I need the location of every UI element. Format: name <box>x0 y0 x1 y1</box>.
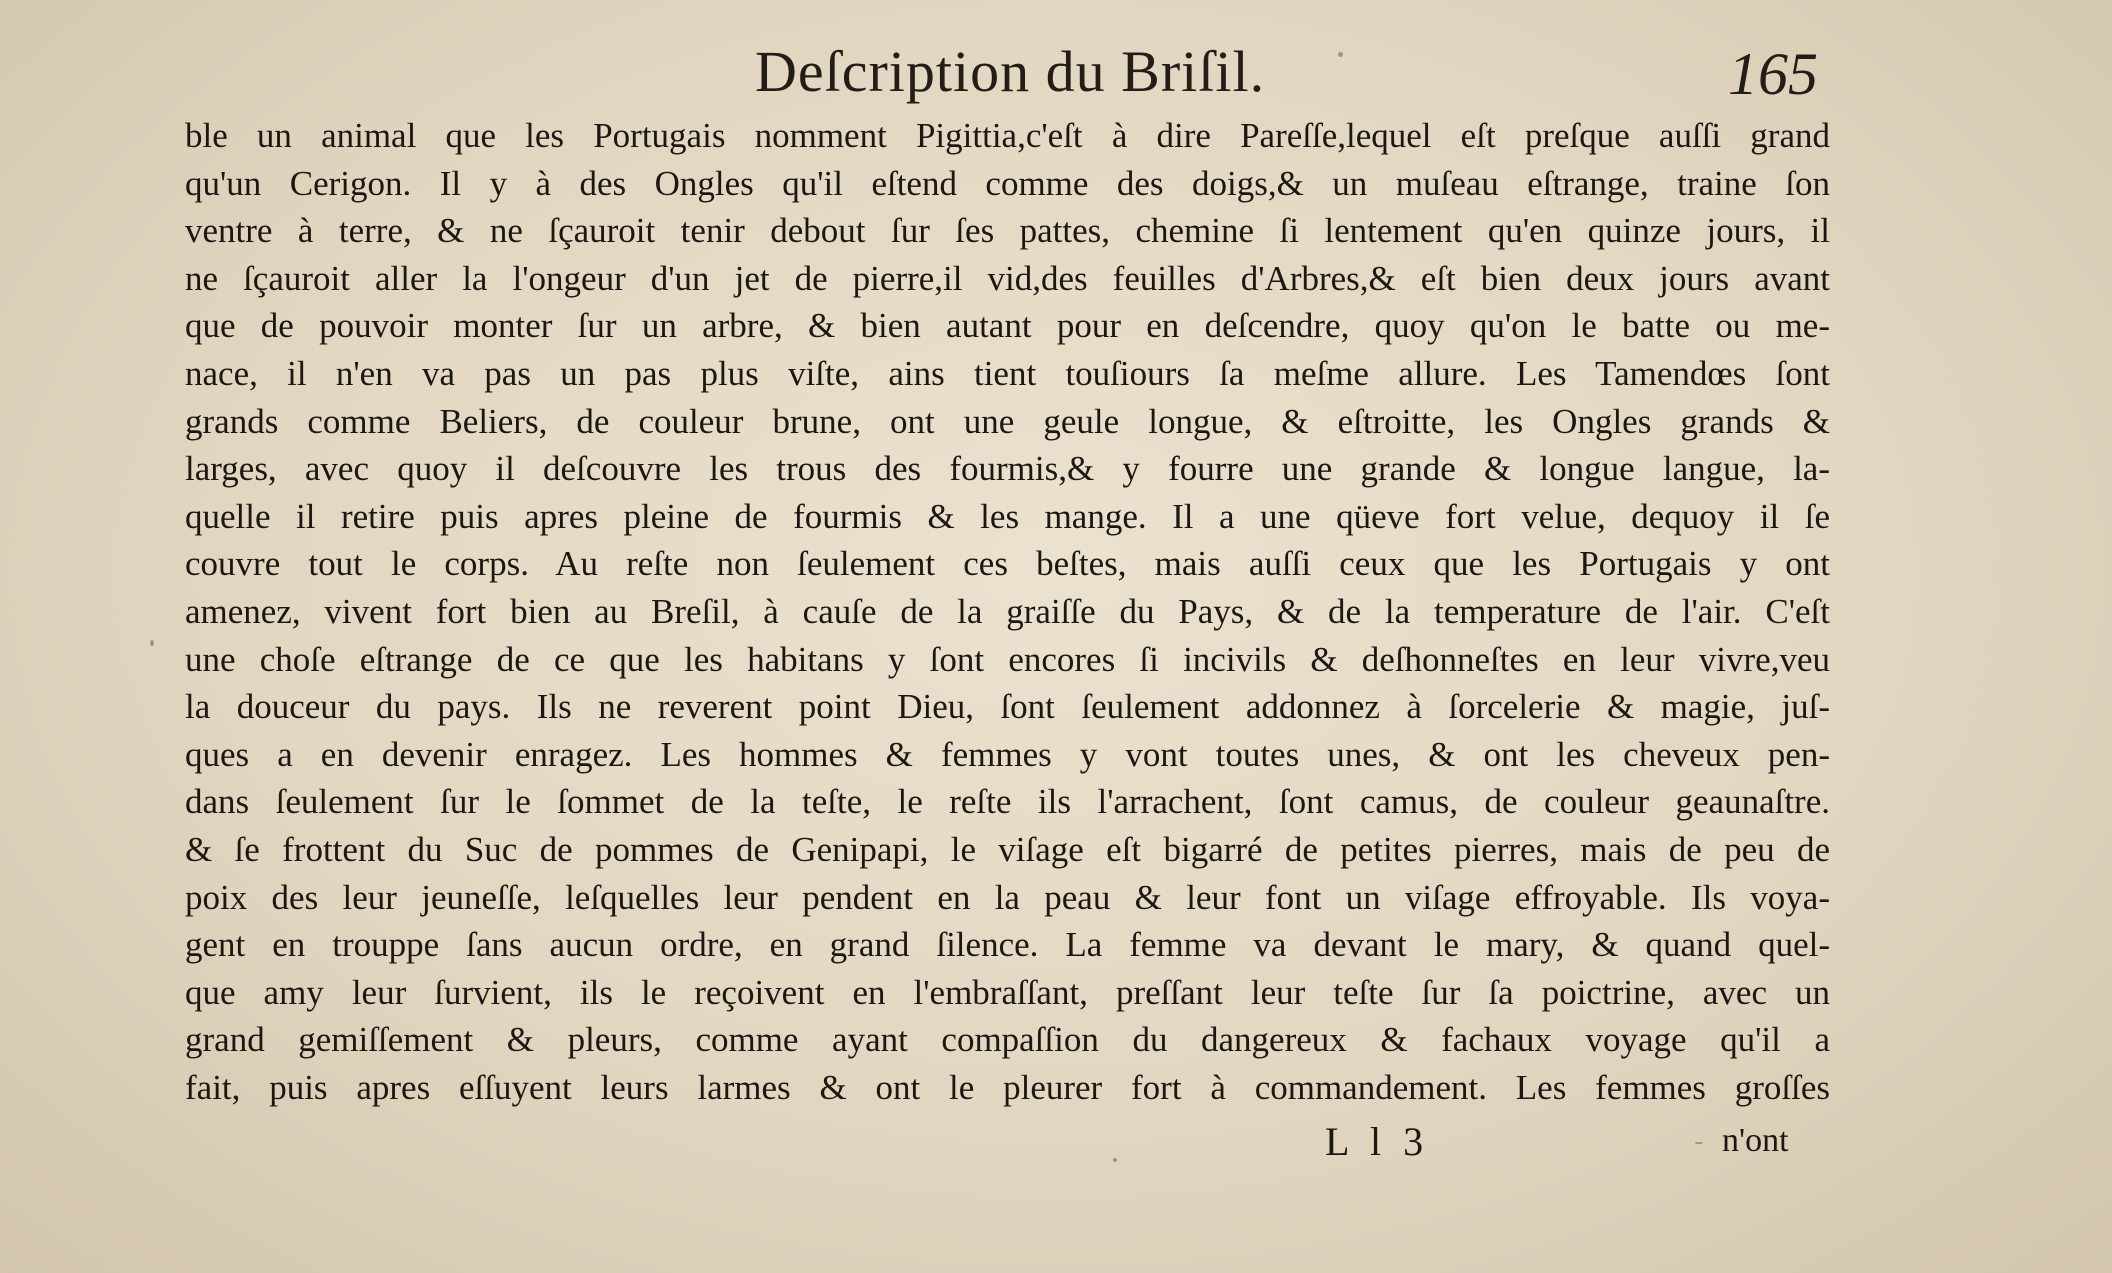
text-line: amenez, vivent fort bien au Breſil, à cauſe de la graiſſe du Pays, & de la temperature de l'air. C'eſt <box>185 591 1830 631</box>
text-line: ventre à terre, & ne ſçauroit tenir debout ſur ſes pattes, chemine ſi lentement qu'en quinze jours, il <box>185 211 1830 251</box>
signature-mark: L l 3 <box>1325 1119 1430 1164</box>
text-line: qu'un Cerigon. Il y à des Ongles qu'il eſtend comme des doigs,& un muſeau eſtrange, traine ſon <box>185 163 1830 203</box>
text-line: la douceur du pays. Ils ne reverent point Dieu, ſont ſeulement addonnez à ſorcelerie & magie, juſ- <box>185 687 1830 727</box>
text-line: ble un animal que les Portugais nomment Pigittia,c'eſt à dire Pareſſe,lequel eſt preſque auſſi grand <box>185 116 1830 155</box>
text-line: nace, il n'en va pas un pas plus viſte, ains tient touſiours ſa meſme allure. Les Tamendœs ſont <box>185 353 1830 393</box>
running-title: Deſcription du Briſil. <box>755 39 1266 104</box>
text-line: ne ſçauroit aller la l'ongeur d'un jet de pierre,il vid,des feuilles d'Arbres,& eſt bien deux jours avant <box>185 258 1830 298</box>
catchword: n'ont <box>1722 1122 1789 1159</box>
text-line: couvre tout le corps. Au reſte non ſeulement ces beſtes, mais auſſi ceux que les Portugais y ont <box>185 544 1830 584</box>
paper-speck <box>1113 1158 1117 1162</box>
text-line: grands comme Beliers, de couleur brune, ont une geule longue, & eſtroitte, les Ongles grands & <box>185 401 1830 441</box>
text-line: que amy leur ſurvient, ils le reçoivent en l'embraſſant, preſſant leur teſte ſur ſa poictrine, avec un <box>185 972 1830 1012</box>
text-line: quelle il retire puis apres pleine de fourmis & les mange. Il a une qüeve fort velue, dequoy il ſe <box>185 496 1830 536</box>
text-line: poix des leur jeuneſſe, leſquelles leur pendent en la peau & leur font un viſage effroyable. Ils voya- <box>185 877 1830 917</box>
paper-speck <box>1695 1142 1703 1144</box>
text-line: larges, avec quoy il deſcouvre les trous des fourmis,& y fourre une grande & longue langue, la- <box>185 449 1830 489</box>
text-line: dans ſeulement ſur le ſommet de la teſte, le reſte ils l'arrachent, ſont camus, de couleur geaunaſtre. <box>185 782 1830 822</box>
text-line: que de pouvoir monter ſur un arbre, & bien autant pour en deſcendre, quoy qu'on le batte ou me- <box>185 306 1830 346</box>
paper-speck <box>1338 52 1343 57</box>
text-line: gent en trouppe ſans aucun ordre, en grand ſilence. La femme va devant le mary, & quand quel- <box>185 925 1830 965</box>
text-line: fait, puis apres eſſuyent leurs larmes & ont le pleurer fort à commandement. Les femmes groſſes <box>185 1067 1830 1107</box>
text-line: & ſe frottent du Suc de pommes de Genipapi, le viſage eſt bigarré de petites pierres, mais de peu de <box>185 829 1830 869</box>
text-line: grand gemiſſement & pleurs, comme ayant compaſſion du dangereux & fachaux voyage qu'il a <box>185 1020 1830 1060</box>
text-line: ques a en devenir enragez. Les hommes & femmes y vont toutes unes, & ont les cheveux pen- <box>185 734 1830 774</box>
text-line: une choſe eſtrange de ce que les habitans y ſont encores ſi incivils & deſhonneſtes en leur vivre,veu <box>185 639 1830 679</box>
body-text <box>185 112 1830 1111</box>
page-number: 165 <box>1728 41 1818 107</box>
paper-speck <box>150 640 154 646</box>
